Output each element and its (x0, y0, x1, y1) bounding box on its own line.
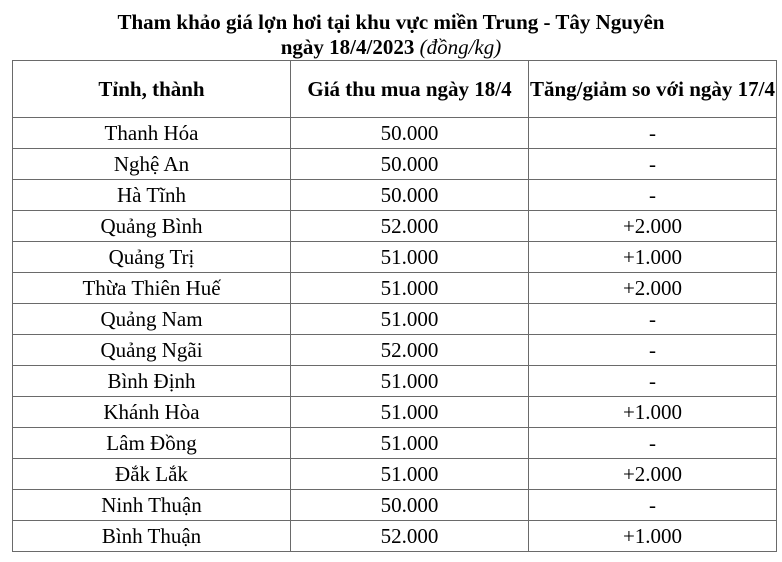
table-row (13, 397, 777, 428)
table-row (13, 273, 777, 304)
cell-province: Thừa Thiên Huế (13, 273, 291, 304)
cell-price: 50.000 (291, 490, 529, 521)
cell-change: +2.000 (529, 459, 777, 490)
title-text: Tham khảo giá lợn hơi tại khu vực miền Trung - Tây Nguyên (117, 10, 665, 34)
table-row (13, 180, 777, 211)
unit-text: (đồng/kg) (419, 35, 502, 59)
cell-change: - (529, 335, 777, 366)
table-row (13, 211, 777, 242)
cell-change: +2.000 (529, 273, 777, 304)
cell-province: Ninh Thuận (13, 490, 291, 521)
cell-price: 50.000 (291, 180, 529, 211)
cell-price: 51.000 (291, 397, 529, 428)
cell-change: - (529, 118, 777, 149)
header-row (13, 61, 777, 118)
cell-change: - (529, 180, 777, 211)
table-row (13, 304, 777, 335)
cell-price: 50.000 (291, 118, 529, 149)
cell-change: +2.000 (529, 211, 777, 242)
cell-price: 52.000 (291, 211, 529, 242)
table-row (13, 490, 777, 521)
cell-change: - (529, 428, 777, 459)
header-price: Giá thu mua ngày 18/4 (291, 61, 529, 118)
cell-price: 51.000 (291, 459, 529, 490)
table-row (13, 335, 777, 366)
cell-province: Quảng Ngãi (13, 335, 291, 366)
cell-price: 52.000 (291, 521, 529, 552)
cell-change: - (529, 149, 777, 180)
cell-price: 51.000 (291, 242, 529, 273)
cell-price: 51.000 (291, 366, 529, 397)
cell-province: Quảng Trị (13, 242, 291, 273)
cell-price: 51.000 (291, 428, 529, 459)
cell-province: Nghệ An (13, 149, 291, 180)
cell-province: Quảng Nam (13, 304, 291, 335)
price-table (12, 60, 777, 552)
table-row (13, 242, 777, 273)
cell-price: 52.000 (291, 335, 529, 366)
cell-change: - (529, 304, 777, 335)
header-change: Tăng/giảm so với ngày 17/4 (529, 61, 777, 118)
cell-province: Thanh Hóa (13, 118, 291, 149)
table-row (13, 521, 777, 552)
table-row (13, 428, 777, 459)
cell-change: - (529, 490, 777, 521)
cell-province: Bình Thuận (13, 521, 291, 552)
table-row (13, 118, 777, 149)
cell-change: +1.000 (529, 521, 777, 552)
cell-province: Đắk Lắk (13, 459, 291, 490)
table-row (13, 366, 777, 397)
table-subtitle (0, 35, 782, 59)
table-title (0, 10, 782, 34)
cell-price: 51.000 (291, 273, 529, 304)
cell-price: 51.000 (291, 304, 529, 335)
cell-price: 50.000 (291, 149, 529, 180)
table-row (13, 149, 777, 180)
cell-change: +1.000 (529, 397, 777, 428)
cell-province: Hà Tĩnh (13, 180, 291, 211)
cell-province: Khánh Hòa (13, 397, 291, 428)
date-text: ngày 18/4/2023 (280, 35, 415, 59)
cell-change: - (529, 366, 777, 397)
cell-province: Bình Định (13, 366, 291, 397)
cell-province: Lâm Đồng (13, 428, 291, 459)
cell-change: +1.000 (529, 242, 777, 273)
cell-province: Quảng Bình (13, 211, 291, 242)
table-row (13, 459, 777, 490)
header-province: Tỉnh, thành (13, 61, 291, 118)
